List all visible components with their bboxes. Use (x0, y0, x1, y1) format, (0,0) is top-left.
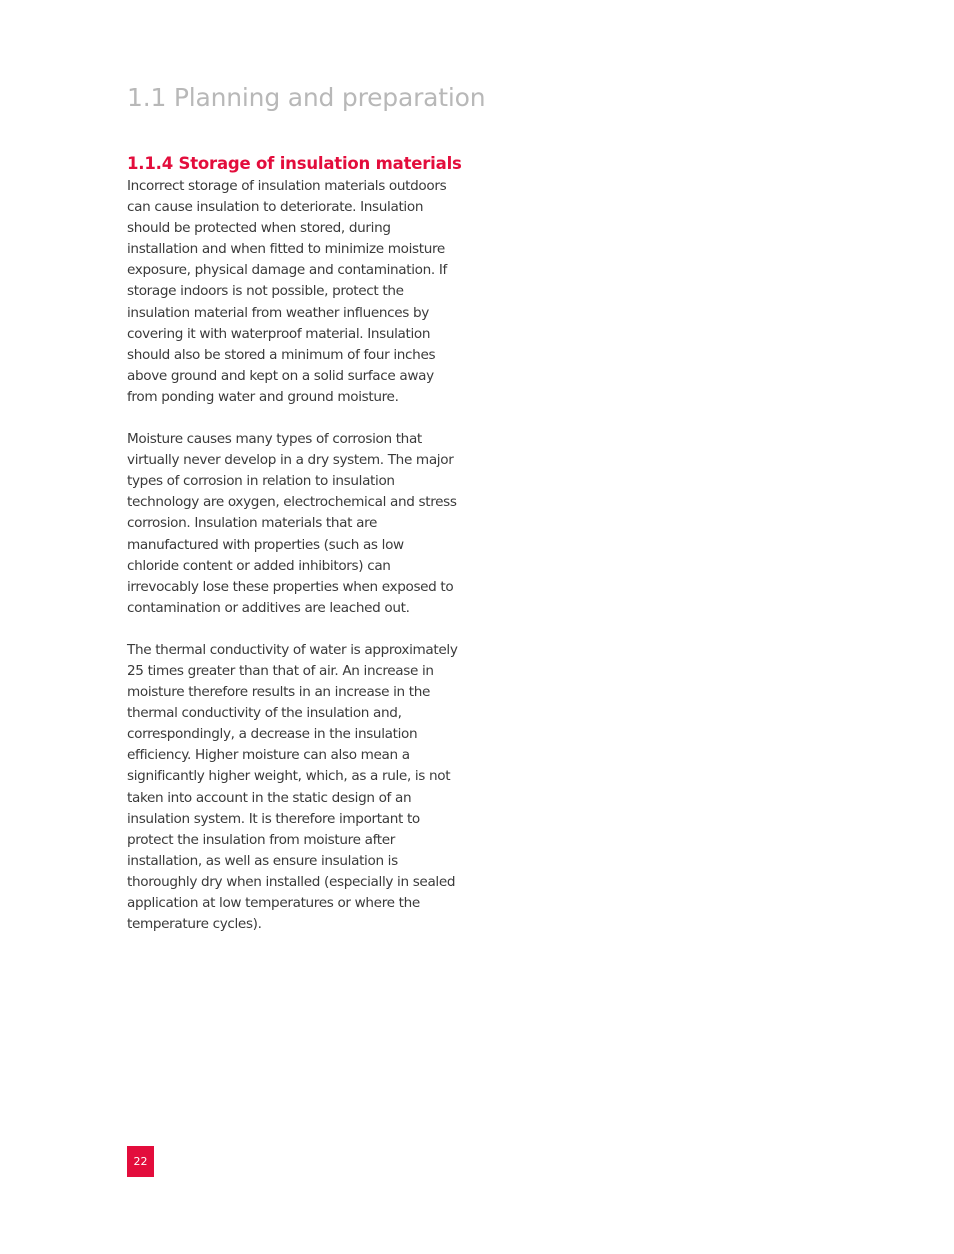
text-line: 25 times greater than that of air. An increase in (127, 662, 434, 679)
text-line: insulation system. It is therefore important to (127, 810, 420, 827)
text-line: temperature cycles). (127, 916, 262, 933)
text-line: types of corrosion in relation to insulation (127, 473, 395, 490)
body-paragraph (127, 176, 477, 408)
section-heading: 1.1.4 Storage of insulation materials (127, 154, 462, 173)
section-storage-of-insulation-materials (127, 152, 477, 956)
text-line: thoroughly dry when installed (especially in sealed (127, 873, 456, 890)
text-line: correspondingly, a decrease in the insulation (127, 726, 418, 743)
text-line: should also be stored a minimum of four inches (127, 346, 436, 363)
page-title: 1.1 Planning and preparation (127, 83, 486, 112)
text-line: virtually never develop in a dry system. The major (127, 452, 454, 469)
text-line: application at low temperatures or where the (127, 895, 420, 911)
text-line: can cause insulation to deteriorate. Insulation (127, 199, 424, 216)
text-line: covering it with waterproof material. Insulation (127, 325, 431, 342)
text-line: above ground and kept on a solid surface away (127, 367, 434, 384)
section-body (127, 176, 477, 935)
text-line: taken into account in the static design of an (127, 789, 412, 806)
body-paragraph (127, 640, 477, 935)
text-line: protect the insulation from moisture after (127, 831, 395, 848)
text-line: thermal conductivity of the insulation and, (127, 705, 402, 722)
text-line: exposure, physical damage and contamination. If (127, 262, 447, 279)
text-line: contamination or additives are leached out. (127, 599, 410, 616)
text-line: storage indoors is not possible, protect the (127, 283, 404, 300)
text-line: Incorrect storage of insulation materials outdoors (127, 178, 447, 194)
text-line: should be protected when stored, during (127, 220, 391, 237)
text-line: significantly higher weight, which, as a rule, is not (127, 768, 451, 785)
body-paragraph (127, 429, 477, 619)
text-line: The thermal conductivity of water is approximately (127, 641, 458, 658)
text-line: installation, as well as ensure insulation is (127, 852, 398, 869)
text-line: corrosion. Insulation materials that are (127, 515, 378, 532)
text-line: irrevocably lose these properties when exposed to (127, 578, 454, 595)
text-line: Moisture causes many types of corrosion that (127, 431, 422, 448)
page-number-badge: 22 (127, 1146, 154, 1177)
text-line: chloride content or added inhibitors) can (127, 557, 391, 574)
text-line: from ponding water and ground moisture. (127, 388, 399, 405)
text-line: technology are oxygen, electrochemical and stress (127, 494, 457, 511)
text-line: moisture therefore results in an increase in the (127, 684, 431, 701)
text-line: efficiency. Higher moisture can also mean a (127, 747, 410, 764)
text-line: insulation material from weather influences by (127, 304, 429, 321)
text-line: installation and when fitted to minimize moisture (127, 241, 445, 258)
text-line: manufactured with properties (such as low (127, 536, 404, 553)
